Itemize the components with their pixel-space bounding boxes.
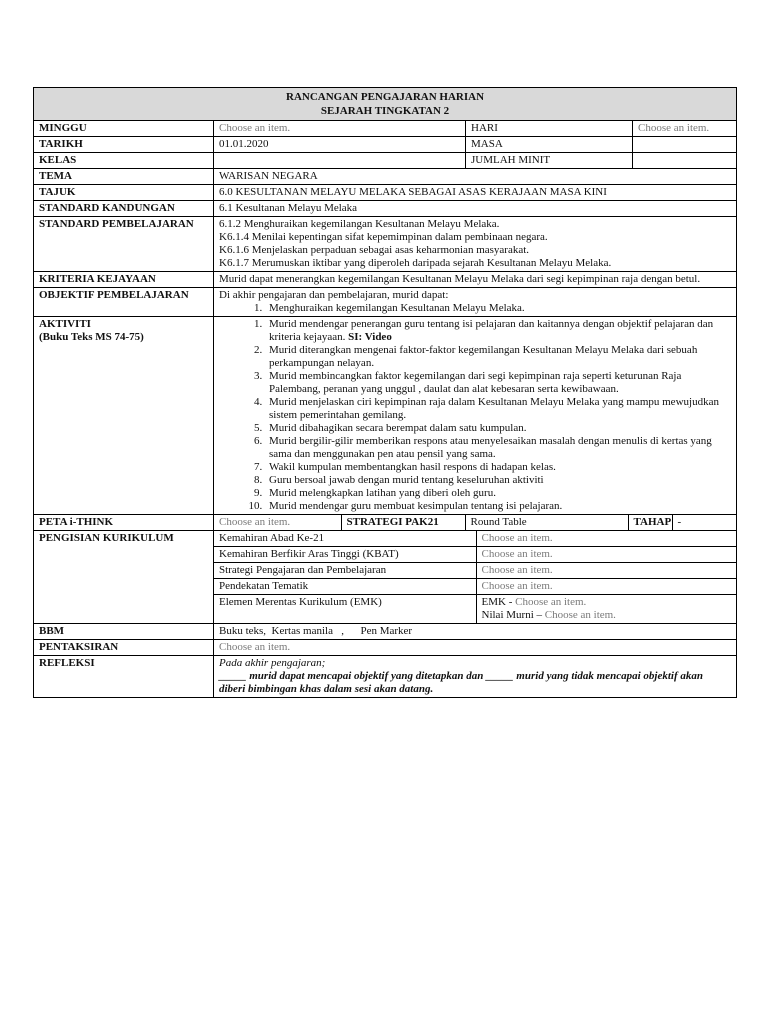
lesson-plan-document — [33, 87, 736, 698]
tematik-dropdown[interactable]: Choose an item. — [476, 579, 736, 595]
standard-pembelajaran-value — [214, 217, 737, 272]
masa-value[interactable] — [633, 137, 737, 153]
label-tema: TEMA — [34, 169, 214, 185]
row-kelas — [34, 153, 737, 169]
lesson-plan-table — [33, 87, 737, 698]
peta-ithink-cell — [214, 515, 737, 531]
label-pentaksiran: PENTAKSIRAN — [34, 640, 214, 656]
pengisian-kurikulum-cell — [214, 531, 737, 624]
row-peta-ithink — [34, 515, 737, 531]
label-standard-kandungan: STANDARD KANDUNGAN — [34, 201, 214, 217]
aktiviti-item-1-text: Murid mendengar penerangan guru tentang isi pelajaran dan kaitannya dengan objektif pelajaran dan kriteria kejayaan. — [269, 318, 714, 343]
kriteria-value: Murid dapat menerangkan kegemilangan Kesultanan Melayu Melaka dari segi kepimpinan raja dengan betul. — [214, 272, 737, 288]
label-tarikh: TARIKH — [34, 137, 214, 153]
list-item: 9. Murid melengkapkan latihan yang diberi oleh guru. — [265, 487, 731, 500]
refleksi-line-2: _____ murid dapat mencapai objektif yang ditetapkan dan _____ murid yang tidak mencapai objektif akan diberi bimbingan khas dalam sesi akan datang. — [219, 670, 704, 695]
tajuk-value: 6.0 KESULTANAN MELAYU MELAKA SEBAGAI ASAS KERAJAAN MASA KINI — [214, 185, 737, 201]
refleksi-value — [214, 656, 737, 698]
label-bbm: BBM — [34, 624, 214, 640]
sp-line-4: K6.1.7 Merumuskan iktibar yang diperoleh daripada sejarah Kesultanan Melayu Melaka. — [219, 257, 612, 269]
row-standard-kandungan — [34, 201, 737, 217]
tahap-value: - — [677, 516, 682, 528]
row-standard-pembelajaran — [34, 217, 737, 272]
row-minggu — [34, 121, 737, 137]
emk-dropdown[interactable]: Choose an item. — [515, 596, 587, 608]
minggu-dropdown[interactable]: Choose an item. — [214, 121, 466, 137]
kelas-value[interactable] — [214, 153, 466, 169]
kurikulum-item-kbat: Kemahiran Berfikir Aras Tinggi (KBAT) — [214, 547, 476, 563]
peta-inner-table — [214, 515, 736, 530]
abad21-dropdown[interactable]: Choose an item. — [476, 531, 736, 547]
kbat-dropdown[interactable]: Choose an item. — [476, 547, 736, 563]
kurikulum-item-tematik: Pendekatan Tematik — [214, 579, 476, 595]
emk-cell — [476, 595, 736, 624]
row-pengisian-kurikulum — [34, 531, 737, 624]
list-item — [265, 318, 731, 344]
objektif-list — [219, 302, 731, 315]
list-item: 3. Murid membincangkan faktor kegemilangan dari segi kepimpinan raja seperti keturunan Raja Palembang, peranan yang unggul , daulat dan alat kebesaran serta kewibawaan. — [265, 370, 731, 396]
peta-ithink-dropdown[interactable]: Choose an item. — [214, 515, 341, 530]
label-refleksi: REFLEKSI — [34, 656, 214, 698]
kurikulum-item-abad21: Kemahiran Abad Ke-21 — [214, 531, 476, 547]
aktiviti-list — [219, 318, 731, 513]
label-objektif: OBJEKTIF PEMBELAJARAN — [34, 288, 214, 317]
nilai-murni-dropdown[interactable]: Choose an item. — [544, 609, 616, 621]
list-item: 4. Murid menjelaskan ciri kepimpinan raja dalam Kesultanan Melayu Melaka yang mampu mewujudkan sistem pemerintahan gemilang. — [265, 396, 731, 422]
row-kriteria — [34, 272, 737, 288]
label-tajuk: TAJUK — [34, 185, 214, 201]
kurikulum-inner-table — [214, 531, 736, 623]
sp-line-3: K6.1.6 Menjelaskan perpaduan sebagai asas keharmonian masyarakat. — [219, 244, 530, 256]
refleksi-line-1: Pada akhir pengajaran; — [219, 657, 326, 669]
document-title — [34, 88, 737, 121]
kurikulum-item-strategi: Strategi Pengajaran dan Pembelajaran — [214, 563, 476, 579]
label-masa: MASA — [466, 137, 633, 153]
nilai-murni-line — [482, 609, 732, 622]
list-item: 10. Murid mendengar guru membuat kesimpulan tentang isi pelajaran. — [265, 500, 731, 513]
list-item: 8. Guru bersoal jawab dengan murid tentang keseluruhan aktiviti — [265, 474, 731, 487]
hari-dropdown[interactable]: Choose an item. — [633, 121, 737, 137]
list-item: 2. Murid diterangkan mengenai faktor-faktor kegemilangan Kesultanan Melayu Melaka dari sebuah perkampungan nelayan. — [265, 344, 731, 370]
objektif-value — [214, 288, 737, 317]
row-bbm — [34, 624, 737, 640]
title-line-1: RANCANGAN PENGAJARAN HARIAN — [286, 91, 485, 103]
emk-label: EMK - — [481, 596, 516, 608]
aktiviti-value — [214, 317, 737, 515]
list-item: 1. Menghuraikan kegemilangan Kesultanan Melayu Melaka. — [265, 302, 731, 315]
row-pentaksiran — [34, 640, 737, 656]
bbm-value: Buku teks, Kertas manila , Pen Marker — [214, 624, 737, 640]
row-objektif — [34, 288, 737, 317]
label-peta-ithink: PETA i-THINK — [34, 515, 214, 531]
aktiviti-title: AKTIVITI — [39, 318, 91, 330]
list-item: 6. Murid bergilir-gilir memberikan respons atau menyelesaikan masalah dengan menulis di kertas yang sama dan menggunakan pen atau pensil yang sama. — [265, 435, 731, 461]
tema-value: WARISAN NEGARA — [214, 169, 737, 185]
sp-line-2: K6.1.4 Menilai kepentingan sifat kepemimpinan dalam pembinaan negara. — [219, 231, 548, 243]
row-tema — [34, 169, 737, 185]
objektif-intro: Di akhir pengajaran dan pembelajaran, murid dapat: — [219, 289, 449, 301]
label-pengisian-kurikulum: PENGISIAN KURIKULUM — [34, 531, 214, 624]
emk-line — [482, 596, 732, 609]
aktiviti-item-1-si: SI: Video — [348, 331, 392, 343]
aktiviti-subtitle: (Buku Teks MS 74-75) — [39, 331, 144, 343]
header-row — [34, 88, 737, 121]
row-refleksi — [34, 656, 737, 698]
row-aktiviti — [34, 317, 737, 515]
strategi-pak21-value: Round Table — [465, 515, 628, 530]
row-tajuk — [34, 185, 737, 201]
label-strategi-pak21: STRATEGI PAK21 — [341, 515, 465, 530]
label-tahap: TAHAP — [628, 515, 672, 530]
label-kriteria: KRITERIA KEJAYAAN — [34, 272, 214, 288]
nilai-murni-label: Nilai Murni – — [481, 609, 545, 621]
label-jumlah-minit: JUMLAH MINIT — [466, 153, 633, 169]
sp-line-1: 6.1.2 Menghuraikan kegemilangan Kesultanan Melayu Melaka. — [219, 218, 500, 230]
standard-kandungan-value: 6.1 Kesultanan Melayu Melaka — [214, 201, 737, 217]
tarikh-value[interactable]: 01.01.2020 — [214, 137, 466, 153]
label-standard-pembelajaran: STANDARD PEMBELAJARAN — [34, 217, 214, 272]
title-line-2: SEJARAH TINGKATAN 2 — [320, 105, 450, 117]
row-tarikh — [34, 137, 737, 153]
list-item: 5. Murid dibahagikan secara berempat dalam satu kumpulan. — [265, 422, 731, 435]
label-hari: HARI — [466, 121, 633, 137]
kurikulum-item-emk: Elemen Merentas Kurikulum (EMK) — [214, 595, 476, 624]
pentaksiran-dropdown[interactable]: Choose an item. — [214, 640, 737, 656]
label-minggu: MINGGU — [34, 121, 214, 137]
label-aktiviti — [34, 317, 214, 515]
strategi-dropdown[interactable]: Choose an item. — [476, 563, 736, 579]
label-kelas: KELAS — [34, 153, 214, 169]
jumlah-minit-value[interactable] — [633, 153, 737, 169]
list-item: 7. Wakil kumpulan membentangkan hasil respons di hadapan kelas. — [265, 461, 731, 474]
